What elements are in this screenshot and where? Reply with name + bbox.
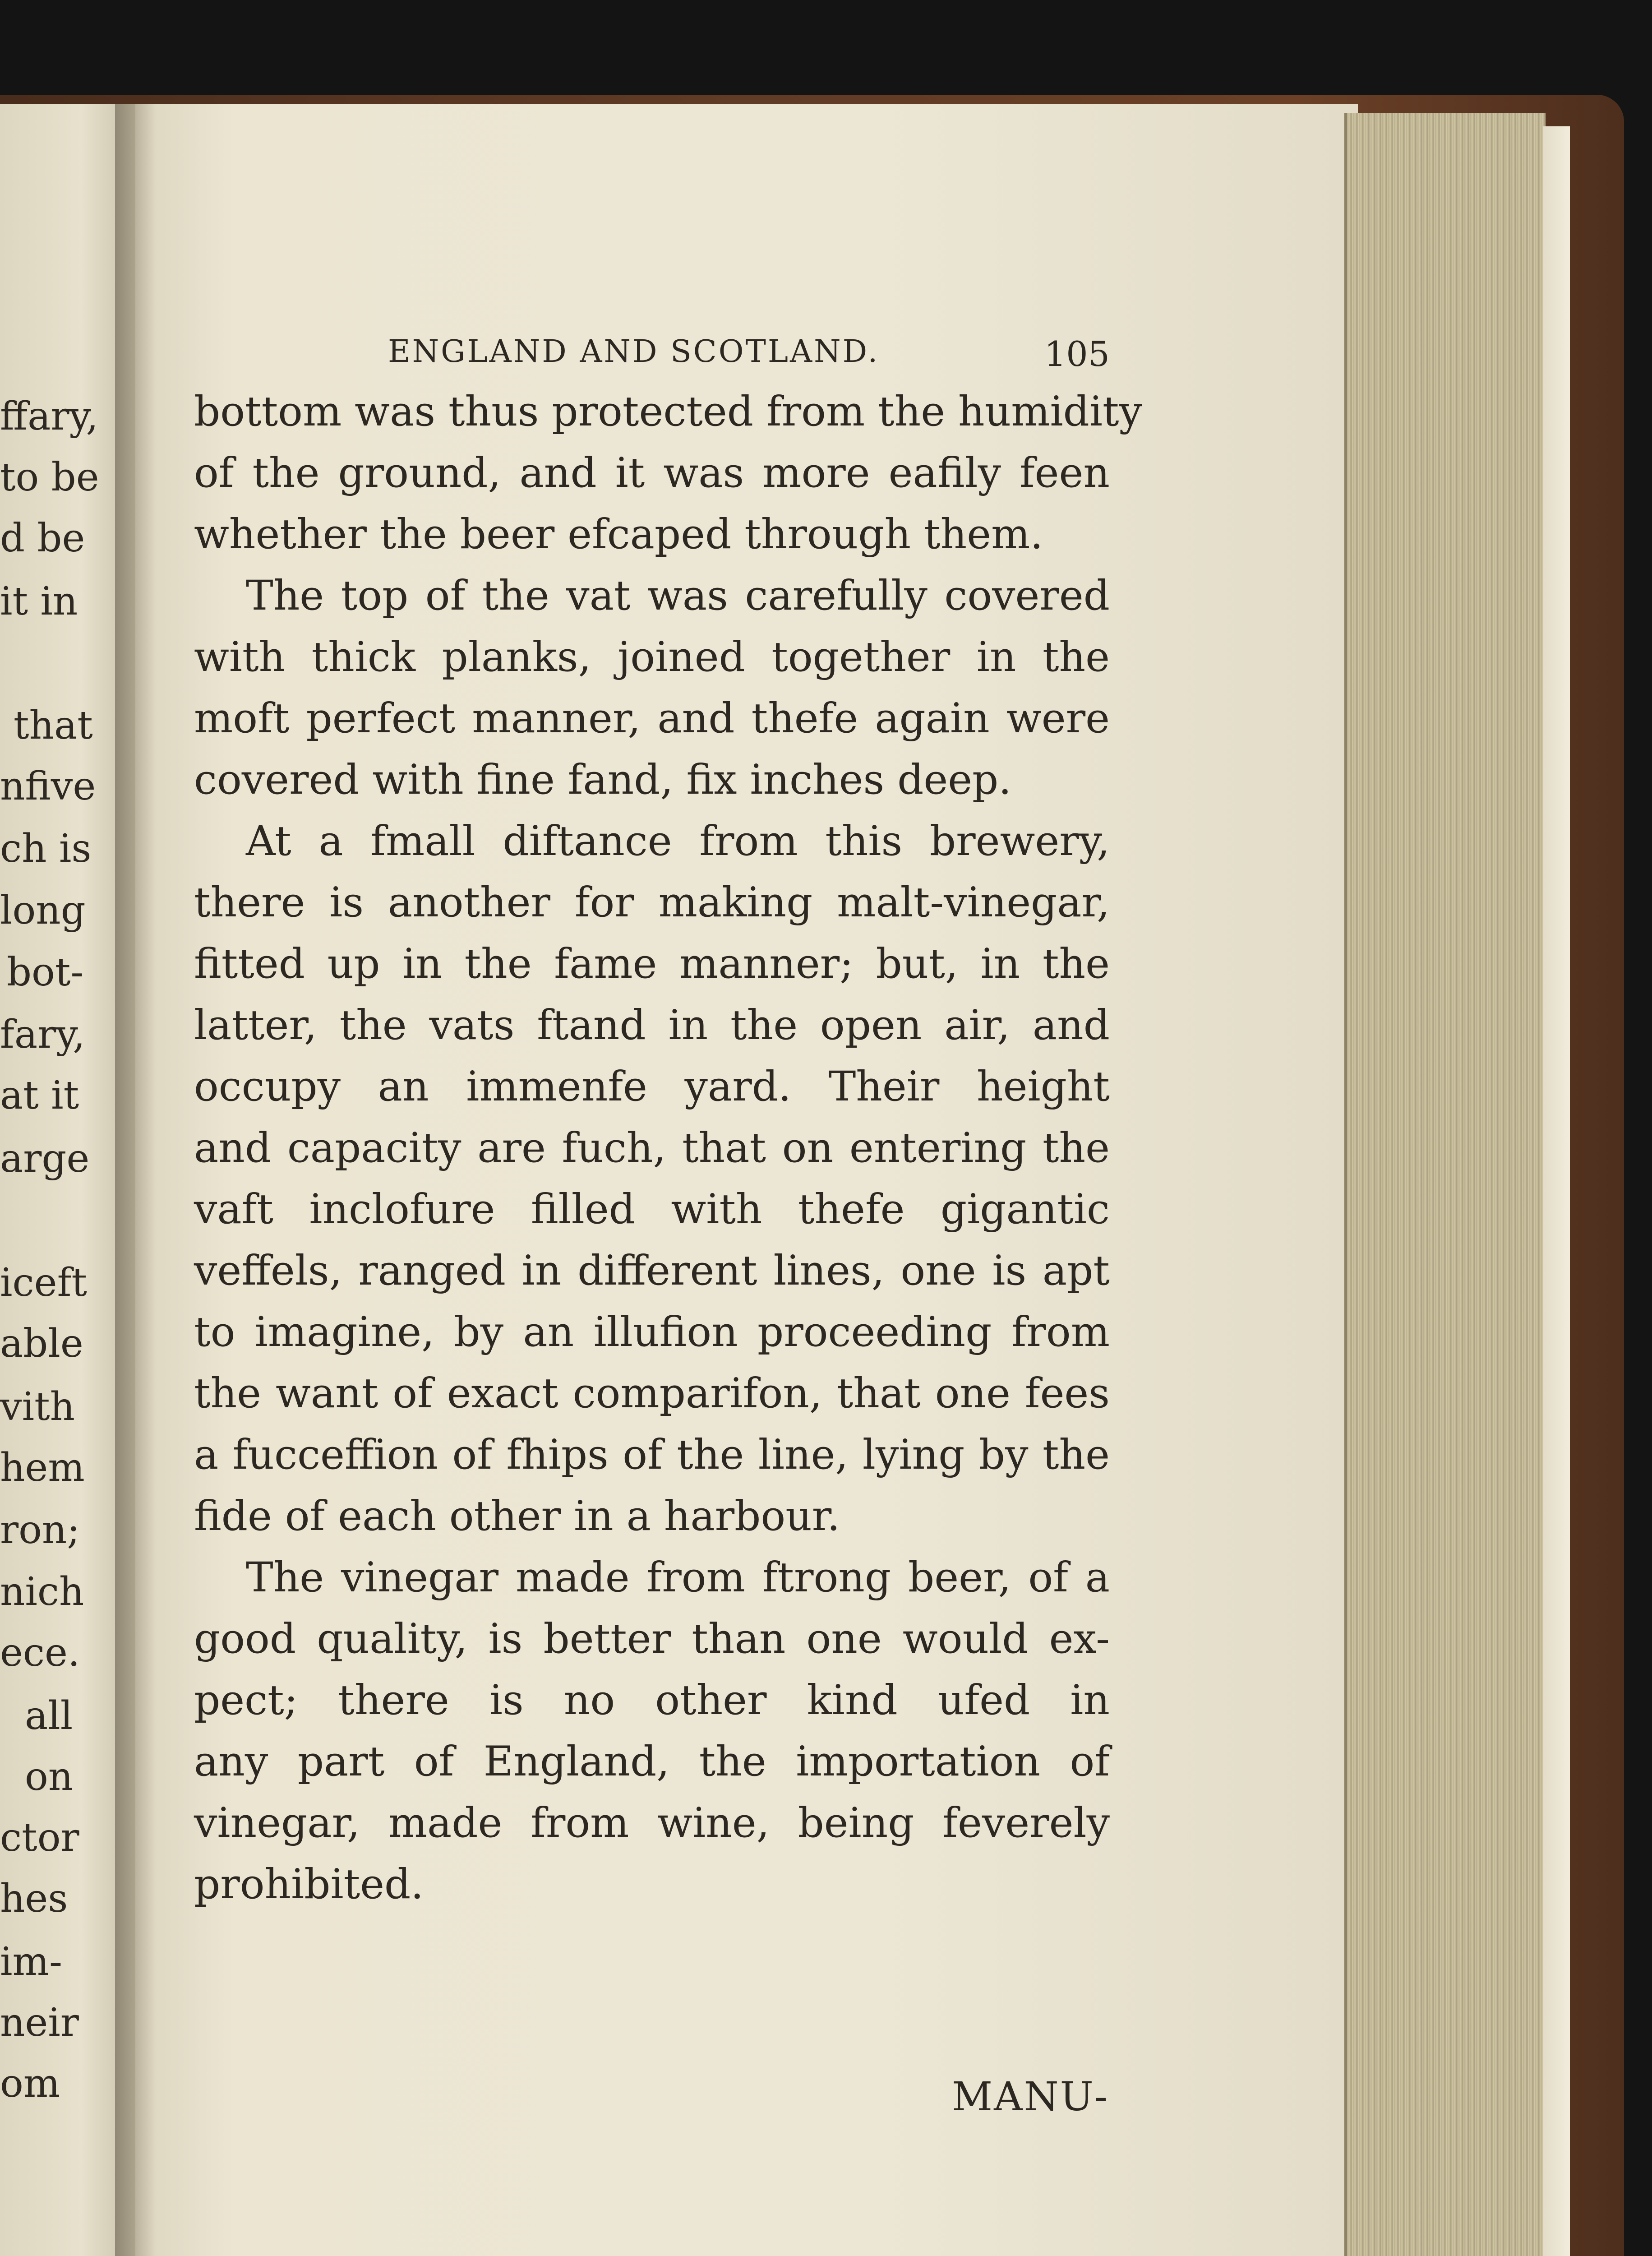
page-text-block	[194, 318, 1142, 1915]
left-fragment: to be	[0, 455, 99, 500]
text-line: to imagine, by an illufion proceeding from	[194, 1308, 1110, 1356]
left-fragment: ctor	[0, 1815, 79, 1860]
left-fragment: om	[0, 2061, 60, 2106]
text-line: fitted up in the fame manner; but, in the	[194, 940, 1110, 988]
left-fragment: d be	[0, 516, 85, 561]
text-line: bottom was thus protected from the humidity	[194, 388, 1142, 435]
text-line: covered with fine fand, fix inches deep.	[194, 756, 1012, 804]
text-line: occupy an immenfe yard. Their height	[194, 1063, 1110, 1110]
text-line: prohibited.	[194, 1861, 424, 1908]
text-line: there is another for making malt-vinegar,	[194, 879, 1110, 926]
left-fragment: at it	[0, 1073, 79, 1118]
left-fragment: bot-	[7, 950, 84, 995]
text-line: veffels, ranged in different lines, one is apt	[194, 1247, 1110, 1294]
left-fragment: on	[25, 1754, 74, 1799]
text-line: any part of England, the importation of	[194, 1738, 1110, 1785]
left-page-text-fragments	[0, 0, 135, 2256]
left-fragment: all	[25, 1693, 73, 1738]
left-fragment: hem	[0, 1445, 85, 1490]
left-fragment: nich	[0, 1569, 84, 1614]
text-line: vaft inclofure filled with thefe gigantic	[194, 1186, 1110, 1233]
left-fragment: hes	[0, 1876, 68, 1921]
running-head-title: ENGLAND AND SCOTLAND.	[388, 334, 880, 370]
left-fragment: fary,	[0, 1012, 85, 1057]
running-head	[194, 318, 1110, 381]
left-fragment: vith	[0, 1384, 75, 1429]
left-fragment: able	[0, 1321, 83, 1366]
left-fragment: neir	[0, 2000, 79, 2045]
left-fragment: that	[14, 703, 93, 748]
left-fragment: ch is	[0, 826, 92, 871]
text-line: with thick planks, joined together in the	[194, 633, 1110, 681]
text-line: vinegar, made from wine, being feverely	[194, 1799, 1110, 1847]
page-fore-edge-outer	[1543, 126, 1570, 2256]
left-fragment: ffary,	[0, 394, 98, 439]
paragraph-first-line: At a fmall diftance from this brewery,	[246, 818, 1110, 865]
left-fragment: nfive	[0, 764, 96, 809]
page-fore-edge	[1344, 113, 1546, 2256]
left-fragment: im-	[0, 1939, 63, 1984]
text-line: moft perfect manner, and thefe again were	[194, 695, 1110, 742]
left-fragment: ron;	[0, 1507, 80, 1553]
paragraph-first-line: The top of the vat was carefully covered	[246, 572, 1110, 619]
left-fragment: long	[0, 888, 86, 933]
text-line: and capacity are fuch, that on entering the	[194, 1124, 1110, 1172]
left-fragment: iceft	[0, 1260, 87, 1305]
text-line: the want of exact comparifon, that one fees	[194, 1370, 1110, 1417]
left-fragment: arge	[0, 1136, 90, 1181]
text-line: whether the beer efcaped through them.	[194, 511, 1043, 558]
left-fragment: it in	[0, 579, 78, 624]
text-line: good quality, is better than one would ex-	[194, 1615, 1110, 1663]
text-line: latter, the vats ftand in the open air, and	[194, 1002, 1110, 1049]
text-line: fide of each other in a harbour.	[194, 1493, 840, 1540]
text-line: pect; there is no other kind ufed in	[194, 1677, 1110, 1724]
page-number: 105	[1044, 334, 1110, 374]
text-line: of the ground, and it was more eafily feen	[194, 449, 1110, 497]
paragraph-first-line: The vinegar made from ftrong beer, of a	[246, 1554, 1110, 1601]
text-line: a fucceffion of fhips of the line, lying by the	[194, 1431, 1110, 1479]
left-fragment: ece.	[0, 1630, 80, 1675]
catchword: MANU-	[952, 2073, 1109, 2120]
